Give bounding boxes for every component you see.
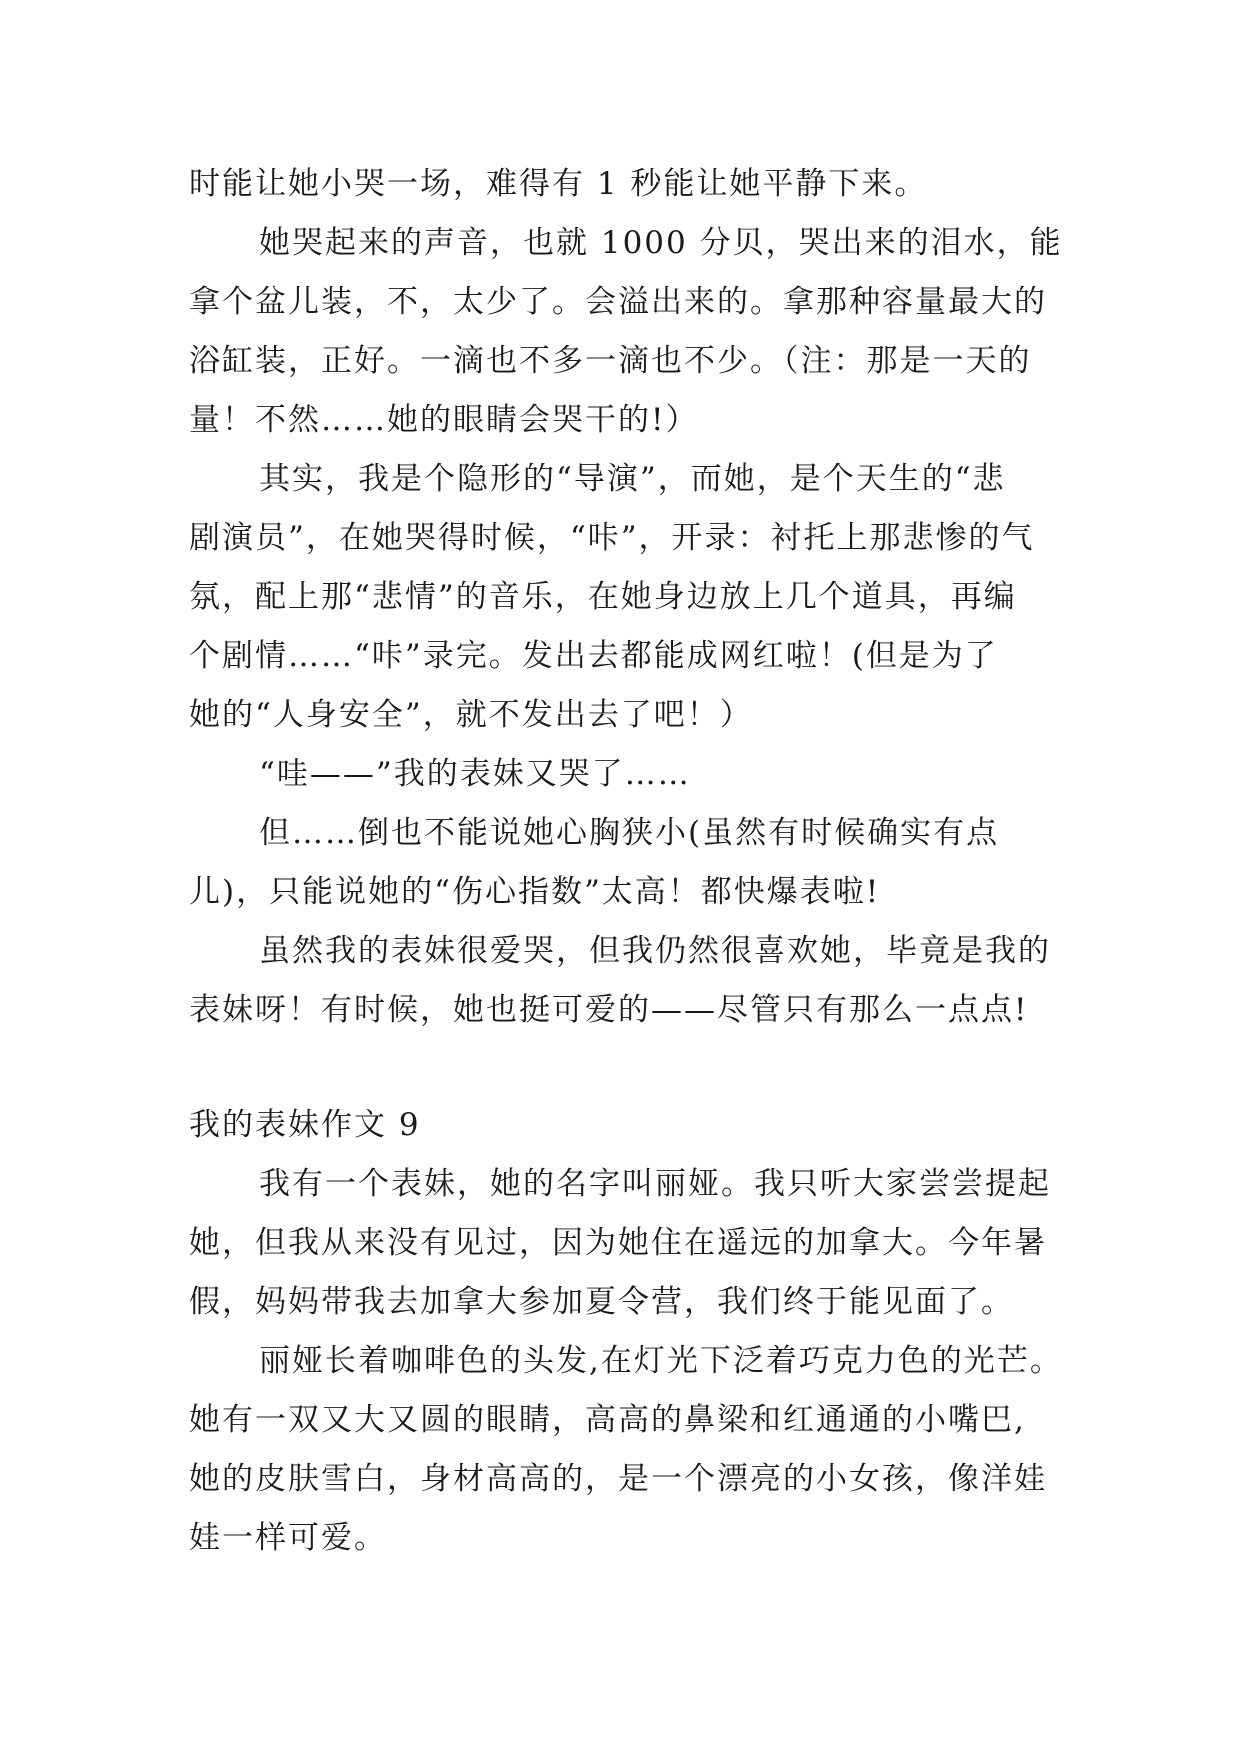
text-line: 表妹呀！有时候，她也挺可爱的——尽管只有那么一点点! [189, 992, 1029, 1028]
text-line: 时能让她小哭一场，难得有 1 秒能让她平静下来。 [189, 166, 928, 202]
section-spacer [189, 1040, 1049, 1096]
paragraph-start-line: 她哭起来的声音，也就 1000 分贝，哭出来的泪水，能 [259, 225, 1063, 261]
text-line: 她的“人身安全”，就不发出去了吧！） [189, 697, 753, 733]
paragraph-start-line: 但……倒也不能说她心胸狭小(虽然有时候确实有点 [259, 815, 1000, 851]
text-line: 个剧情……“咔”录完。发出去都能成网红啦！(但是为了 [189, 638, 998, 674]
text-line: 浴缸装，正好。一滴也不多一滴也不少。（注：那是一天的 [189, 343, 1032, 379]
text-line: 她的皮肤雪白，身材高高的，是一个漂亮的小女孩，像洋娃 [189, 1461, 1047, 1497]
text-line: 娃一样可爱。 [189, 1520, 387, 1556]
paragraph-start-line: 我有一个表妹，她的名字叫丽娅。我只听大家尝尝提起 [259, 1166, 1051, 1202]
paragraph-start-line: 丽娅长着咖啡色的头发,在灯光下泛着巧克力色的光芒。 [259, 1343, 1063, 1379]
text-line: 她，但我从来没有见过，因为她住在遥远的加拿大。今年暑 [189, 1225, 1047, 1261]
text-line: 氛，配上那“悲情”的音乐，在她身边放上几个道具，再编 [189, 579, 1017, 615]
section-title: 我的表妹作文 9 [189, 1107, 421, 1143]
document-page [189, 155, 1063, 1568]
paragraph-start-line: 其实，我是个隐形的“导演”，而她，是个天生的“悲 [259, 461, 1006, 497]
text-line: 她有一双又大又圆的眼睛，高高的鼻梁和红通通的小嘴巴, [189, 1402, 1026, 1438]
text-line: 剧演员”，在她哭得时候，“咔”，开录：衬托上那悲惨的气 [189, 520, 1035, 556]
text-line: 量！不然……她的眼睛会哭干的!） [189, 402, 699, 438]
paragraph-start-line: 虽然我的表妹很爱哭，但我仍然很喜欢她，毕竟是我的 [259, 933, 1051, 969]
text-line: 儿)，只能说她的“伤心指数”太高！都快爆表啦! [189, 874, 881, 910]
text-line: 拿个盆儿装，不，太少了。会溢出来的。拿那种容量最大的 [189, 284, 1047, 320]
text-line: 假，妈妈带我去加拿大参加夏令营，我们终于能见面了。 [189, 1284, 1014, 1320]
paragraph-start-line: “哇——”我的表妹又哭了…… [259, 756, 691, 792]
